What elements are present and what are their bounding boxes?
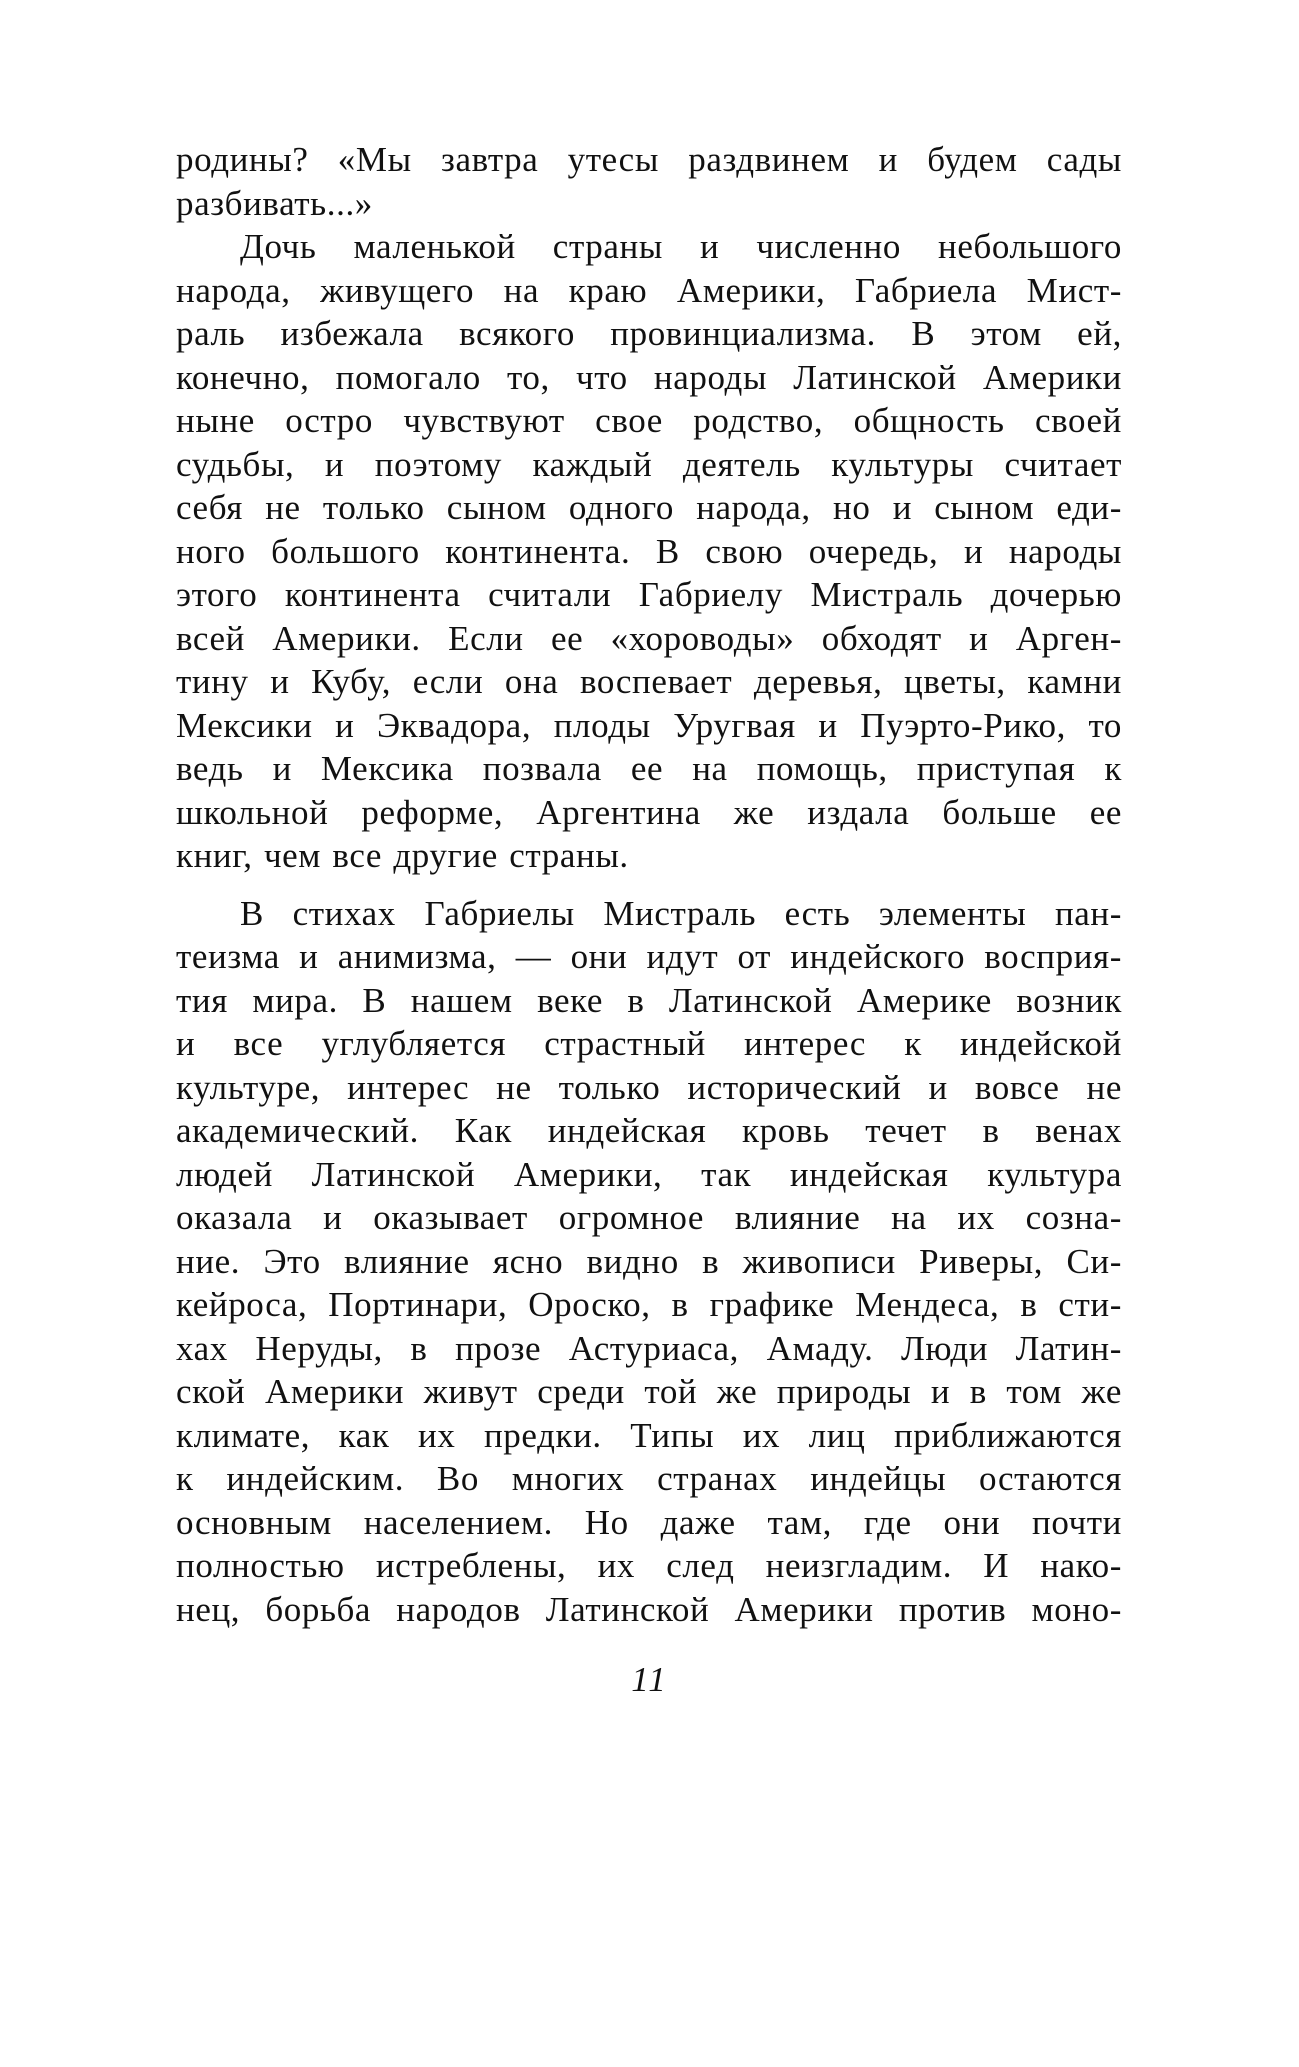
page-number: 11 [631, 1660, 668, 1699]
text-line: народа, живущего на краю Америки, Габриела Мист- [176, 270, 1122, 310]
text-line: всей Америки. Если ее «хороводы» обходят и Арген- [176, 618, 1122, 658]
text-line: людей Латинской Америки, так индейская культура [176, 1154, 1122, 1194]
text-line: тину и Кубу, если она воспевает деревья, цветы, камни [176, 662, 1122, 701]
text-line: оказала и оказывает огромное влияние на их созна- [176, 1198, 1122, 1237]
text-line: родины? «Мы завтра утесы раздвинем и будем сады [176, 140, 1122, 179]
text-line: тия мира. В нашем веке в Латинской Америке возник [176, 980, 1122, 1020]
text-line: основным населением. Но даже там, где они почти [176, 1502, 1122, 1542]
text-line: Дочь маленькой страны и численно небольшого [240, 227, 1122, 266]
paragraph-continuation [176, 138, 1122, 225]
text-line: кейроса, Портинари, Ороско, в графике Мендеса, в сти- [176, 1285, 1122, 1324]
text-line: себя не только сыном одного народа, но и сыном еди- [176, 488, 1122, 527]
text-line: климате, как их предки. Типы их лиц приближаются [176, 1415, 1122, 1455]
text-line: В стихах Габриелы Мистраль есть элементы пан- [240, 893, 1122, 933]
text-line: полностью истреблены, их след неизгладим. И нако- [176, 1546, 1122, 1585]
text-line: нец, борьба народов Латинской Америки против моно- [176, 1589, 1122, 1629]
paragraph-pantheism [176, 892, 1122, 1632]
text-line: разбивать...» [176, 183, 373, 223]
text-line: судьбы, и поэтому каждый деятель культуры считает [176, 444, 1122, 484]
text-line: к индейским. Во многих странах индейцы остаются [176, 1459, 1122, 1498]
page-body [176, 138, 1122, 1631]
paragraph-gap [176, 878, 1122, 892]
text-line: ведь и Мексика позвала ее на помощь, приступая к [176, 749, 1122, 788]
text-line: раль избежала всякого провинциализма. В этом ей, [176, 314, 1122, 353]
text-line: хах Неруды, в прозе Астуриаса, Амаду. Люди Латин- [176, 1328, 1122, 1368]
text-line: ние. Это влияние ясно видно в живописи Риверы, Си- [176, 1241, 1122, 1281]
text-line: академический. Как индейская кровь течет в венах [176, 1111, 1122, 1150]
paragraph-mistral-continent [176, 225, 1122, 878]
text-line: ской Америки живут среди той же природы и в том же [176, 1372, 1122, 1411]
text-line: этого континента считали Габриелу Мистраль дочерью [176, 575, 1122, 614]
text-line: теизма и анимизма, — они идут от индейского восприя- [176, 937, 1122, 976]
text-line: конечно, помогало то, что народы Латинской Америки [176, 357, 1122, 397]
text-line: Мексики и Эквадора, плоды Уругвая и Пуэрто-Рико, то [176, 705, 1122, 745]
text-line: культуре, интерес не только исторический и вовсе не [176, 1067, 1122, 1107]
text-line: ного большого континента. В свою очередь, и народы [176, 531, 1122, 571]
text-line: и все углубляется страстный интерес к индейской [176, 1024, 1122, 1063]
text-line: школьной реформе, Аргентина же издала больше ее [176, 792, 1122, 832]
text-line: книг, чем все другие страны. [176, 836, 629, 875]
text-line: ныне остро чувствуют свое родство, общность своей [176, 401, 1122, 440]
